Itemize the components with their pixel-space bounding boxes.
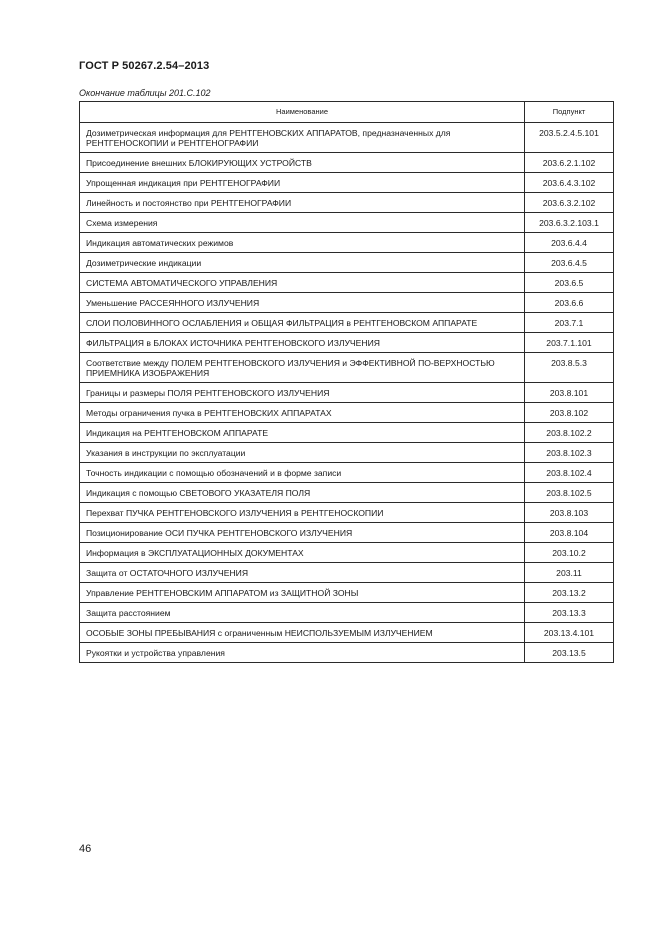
table-row (80, 403, 614, 423)
row-name-cell: СЛОИ ПОЛОВИННОГО ОСЛАБЛЕНИЯ и ОБЩАЯ ФИЛЬТРАЦИЯ в РЕНТГЕНОВСКОМ АППАРАТЕ (80, 313, 525, 333)
row-name-cell: Точность индикации с помощью обозначений и в форме записи (80, 463, 525, 483)
row-name-cell: СИСТЕМА АВТОМАТИЧЕСКОГО УПРАВЛЕНИЯ (80, 273, 525, 293)
row-name-cell: Индикация автоматических режимов (80, 233, 525, 253)
table-row (80, 253, 614, 273)
table-caption: Окончание таблицы 201.С.102 (79, 88, 211, 98)
table-row (80, 333, 614, 353)
table-row (80, 293, 614, 313)
index-table (79, 101, 614, 663)
row-name-cell: Линейность и постоянство при РЕНТГЕНОГРАФИИ (80, 193, 525, 213)
row-name-cell: Управление РЕНТГЕНОВСКИМ АППАРАТОМ из ЗАЩИТНОЙ ЗОНЫ (80, 583, 525, 603)
row-name-cell: Схема измерения (80, 213, 525, 233)
table-row (80, 583, 614, 603)
row-subclause-cell: 203.8.104 (525, 523, 614, 543)
row-name-cell: Индикация на РЕНТГЕНОВСКОМ АППАРАТЕ (80, 423, 525, 443)
row-subclause-cell: 203.13.3 (525, 603, 614, 623)
row-name-cell: Присоединение внешних БЛОКИРУЮЩИХ УСТРОЙСТВ (80, 153, 525, 173)
row-subclause-cell: 203.11 (525, 563, 614, 583)
row-name-cell: Соответствие между ПОЛЕМ РЕНТГЕНОВСКОГО ИЗЛУЧЕНИЯ и ЭФФЕКТИВНОЙ ПО-ВЕРХНОСТЬЮ ПРИЕМНИКА ИЗОБРАЖЕНИЯ (80, 353, 525, 383)
table-row (80, 193, 614, 213)
row-name-cell: ОСОБЫЕ ЗОНЫ ПРЕБЫВАНИЯ с ограниченным НЕИСПОЛЬЗУЕМЫМ ИЗЛУЧЕНИЕМ (80, 623, 525, 643)
table-row (80, 383, 614, 403)
row-name-cell: Позиционирование ОСИ ПУЧКА РЕНТГЕНОВСКОГО ИЗЛУЧЕНИЯ (80, 523, 525, 543)
row-subclause-cell: 203.6.5 (525, 273, 614, 293)
row-subclause-cell: 203.8.5.3 (525, 353, 614, 383)
row-name-cell: Защита расстоянием (80, 603, 525, 623)
table-row (80, 523, 614, 543)
row-name-cell: Упрощенная индикация при РЕНТГЕНОГРАФИИ (80, 173, 525, 193)
page-number: 46 (79, 843, 92, 855)
table-row (80, 463, 614, 483)
table-row (80, 483, 614, 503)
table-row (80, 563, 614, 583)
column-header-subclause: Подпункт (525, 102, 614, 123)
row-name-cell: Уменьшение РАССЕЯННОГО ИЗЛУЧЕНИЯ (80, 293, 525, 313)
row-name-cell: Дозиметрическая информация для РЕНТГЕНОВСКИХ АППАРАТОВ, предназначенных для РЕНТГЕНОСКОПИИ и РЕНТГЕНОГРАФИИ (80, 123, 525, 153)
row-subclause-cell: 203.8.102 (525, 403, 614, 423)
row-subclause-cell: 203.10.2 (525, 543, 614, 563)
row-name-cell: Защита от ОСТАТОЧНОГО ИЗЛУЧЕНИЯ (80, 563, 525, 583)
table-row (80, 123, 614, 153)
row-subclause-cell: 203.6.6 (525, 293, 614, 313)
row-name-cell: Дозиметрические индикации (80, 253, 525, 273)
table-row (80, 623, 614, 643)
row-name-cell: Перехват ПУЧКА РЕНТГЕНОВСКОГО ИЗЛУЧЕНИЯ в РЕНТГЕНОСКОПИИ (80, 503, 525, 523)
row-subclause-cell: 203.5.2.4.5.101 (525, 123, 614, 153)
table-row (80, 173, 614, 193)
row-subclause-cell: 203.8.102.4 (525, 463, 614, 483)
row-name-cell: Методы ограничения пучка в РЕНТГЕНОВСКИХ АППАРАТАХ (80, 403, 525, 423)
row-subclause-cell: 203.6.4.4 (525, 233, 614, 253)
table-body (80, 123, 614, 663)
row-name-cell: ФИЛЬТРАЦИЯ в БЛОКАХ ИСТОЧНИКА РЕНТГЕНОВСКОГО ИЗЛУЧЕНИЯ (80, 333, 525, 353)
table-row (80, 213, 614, 233)
row-subclause-cell: 203.6.4.3.102 (525, 173, 614, 193)
row-subclause-cell: 203.13.4.101 (525, 623, 614, 643)
row-subclause-cell: 203.6.3.2.103.1 (525, 213, 614, 233)
row-subclause-cell: 203.13.2 (525, 583, 614, 603)
row-subclause-cell: 203.8.102.3 (525, 443, 614, 463)
row-subclause-cell: 203.8.102.5 (525, 483, 614, 503)
table-row (80, 603, 614, 623)
row-name-cell: Указания в инструкции по эксплуатации (80, 443, 525, 463)
row-subclause-cell: 203.6.3.2.102 (525, 193, 614, 213)
column-header-name: Наименование (80, 102, 525, 123)
row-name-cell: Информация в ЭКСПЛУАТАЦИОННЫХ ДОКУМЕНТАХ (80, 543, 525, 563)
row-subclause-cell: 203.8.102.2 (525, 423, 614, 443)
row-name-cell: Границы и размеры ПОЛЯ РЕНТГЕНОВСКОГО ИЗЛУЧЕНИЯ (80, 383, 525, 403)
table-row (80, 313, 614, 333)
table-row (80, 273, 614, 293)
row-name-cell: Индикация с помощью СВЕТОВОГО УКАЗАТЕЛЯ ПОЛЯ (80, 483, 525, 503)
row-subclause-cell: 203.7.1.101 (525, 333, 614, 353)
table-row (80, 643, 614, 663)
table-row (80, 353, 614, 383)
table-row (80, 423, 614, 443)
row-subclause-cell: 203.8.103 (525, 503, 614, 523)
table-row (80, 503, 614, 523)
row-subclause-cell: 203.6.4.5 (525, 253, 614, 273)
table-header-row (80, 102, 614, 123)
row-subclause-cell: 203.8.101 (525, 383, 614, 403)
row-name-cell: Рукоятки и устройства управления (80, 643, 525, 663)
table-row (80, 443, 614, 463)
table-row (80, 153, 614, 173)
table-row (80, 233, 614, 253)
row-subclause-cell: 203.6.2.1.102 (525, 153, 614, 173)
document-header: ГОСТ Р 50267.2.54–2013 (79, 60, 210, 72)
row-subclause-cell: 203.7.1 (525, 313, 614, 333)
row-subclause-cell: 203.13.5 (525, 643, 614, 663)
table-row (80, 543, 614, 563)
